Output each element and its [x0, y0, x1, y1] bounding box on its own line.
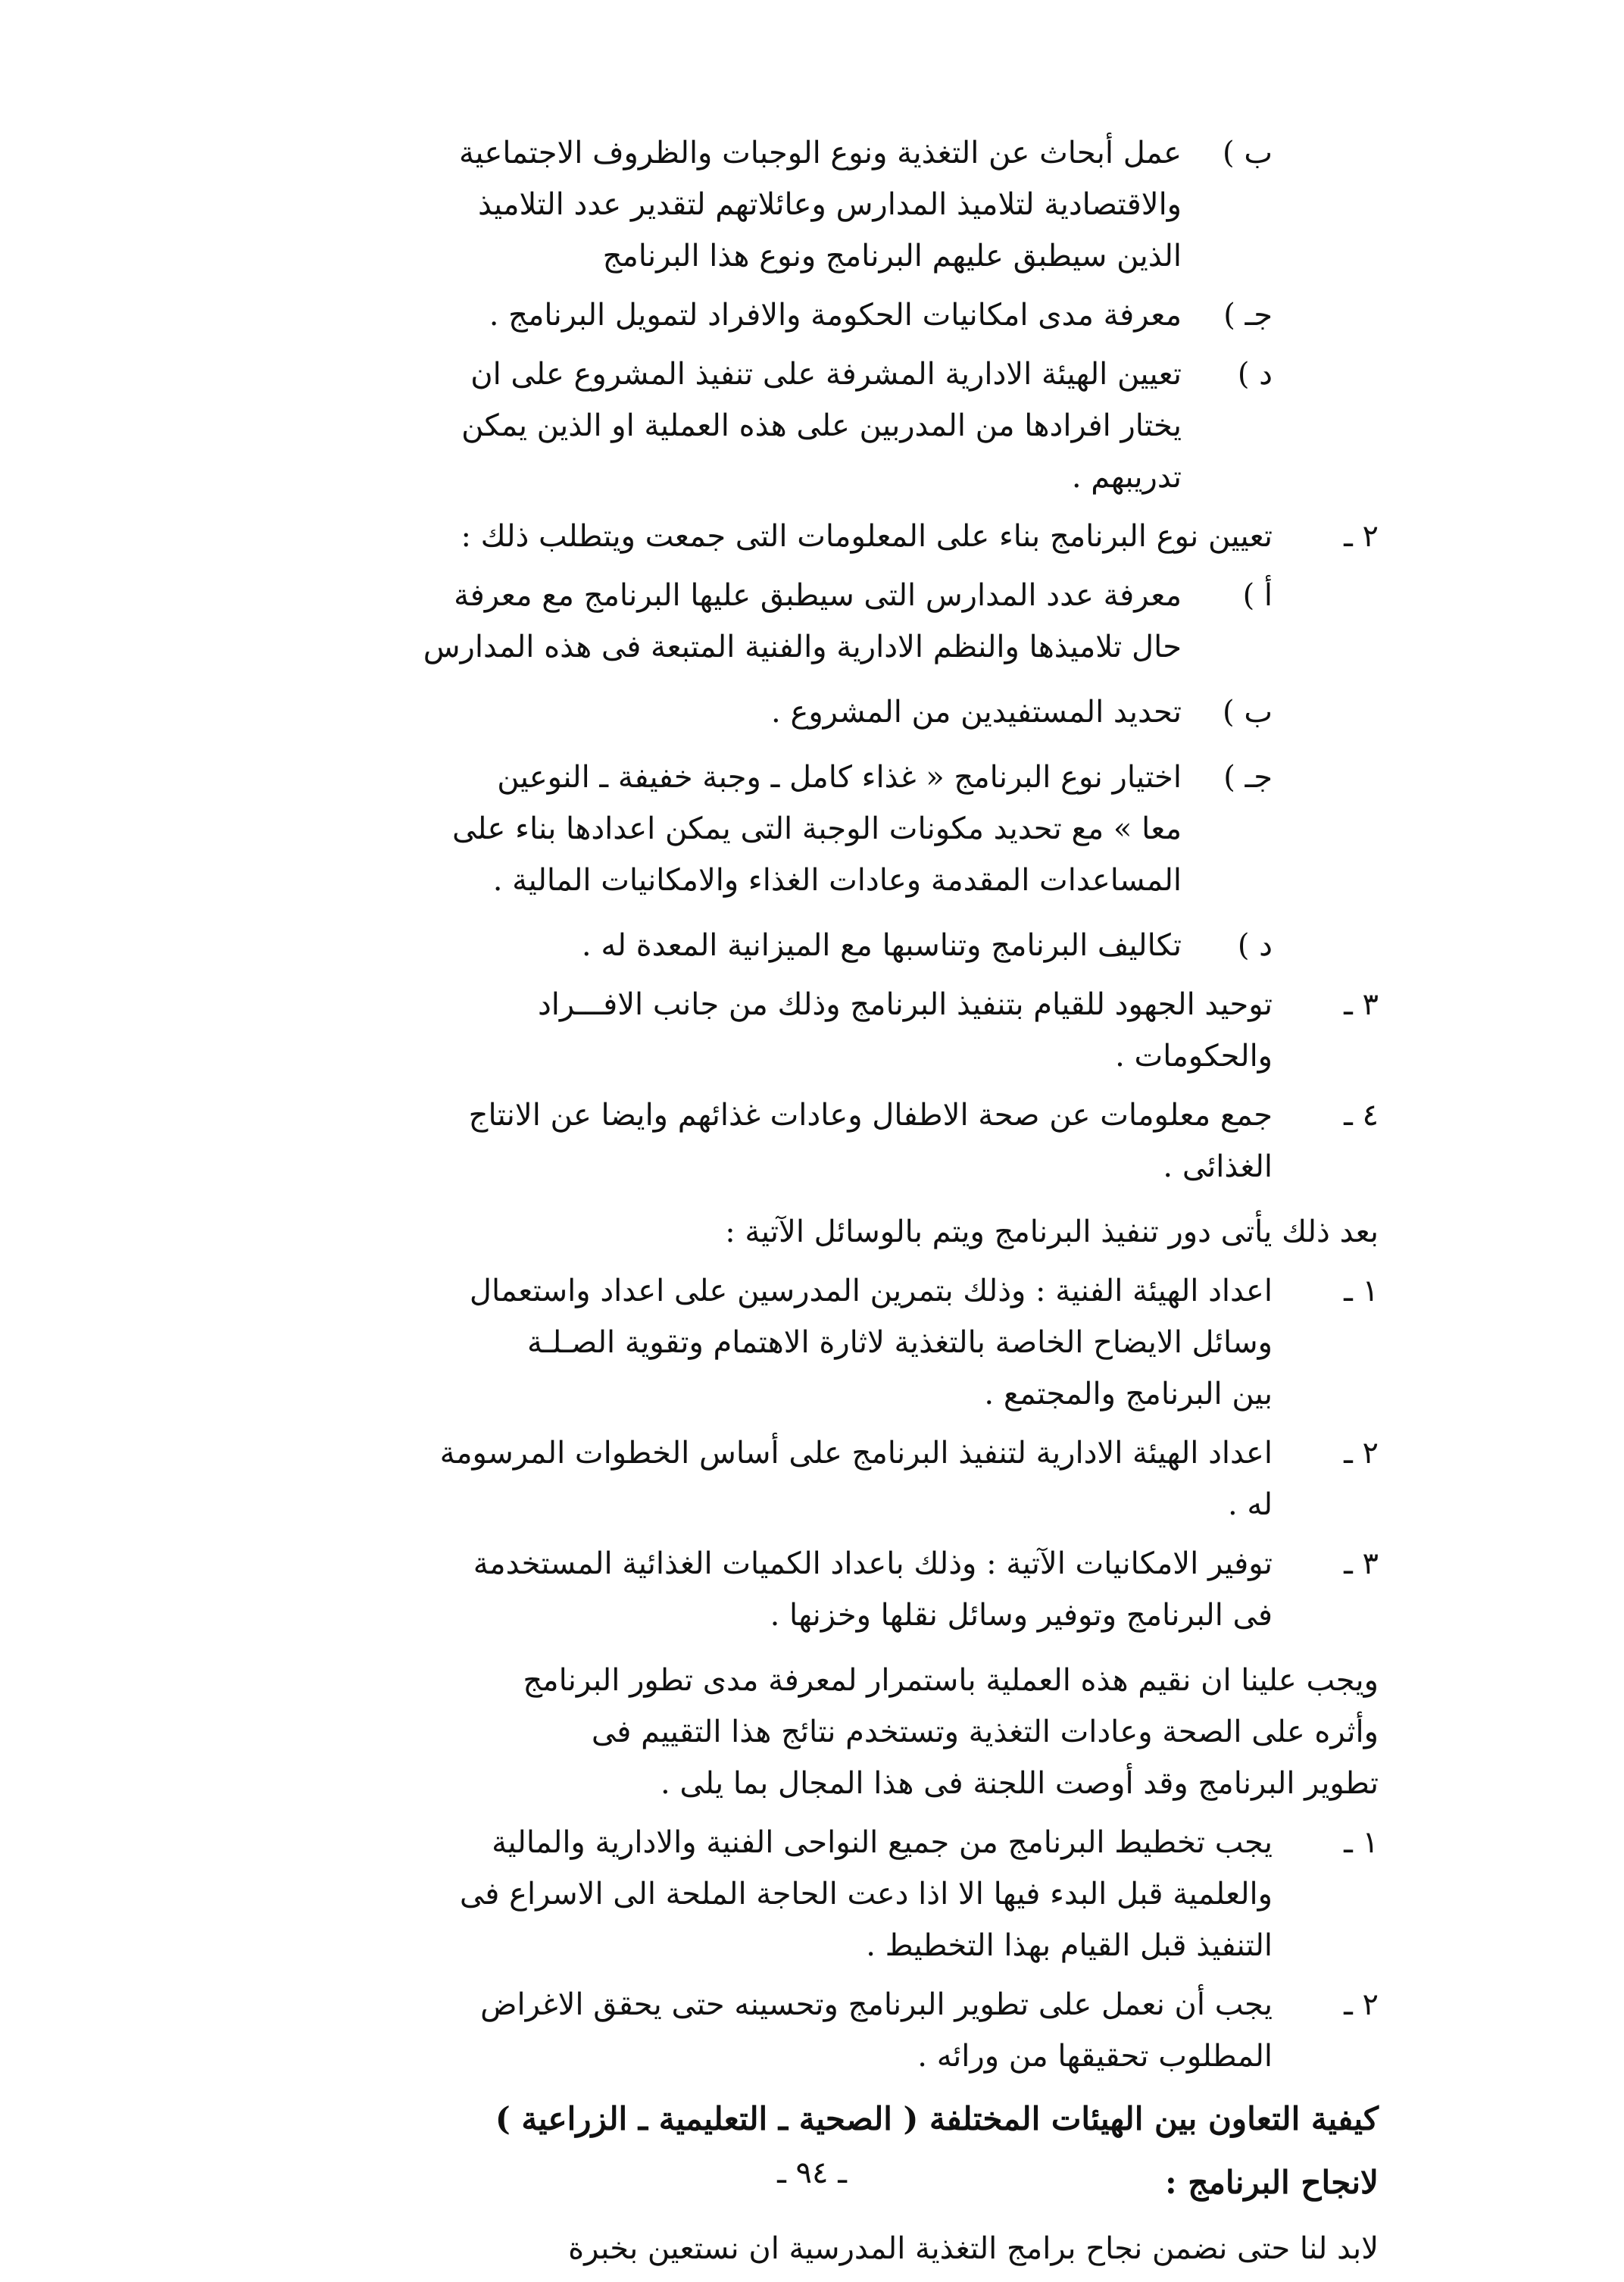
text-line: الغذائى .	[1163, 1149, 1273, 1184]
list-marker: أ )	[1242, 578, 1273, 613]
list-item-b	[273, 127, 1273, 282]
heading-line: كيفية التعاون بين الهيئات المختلفة ( الصحية ـ التعليمية ـ الزراعية )	[495, 2100, 1379, 2137]
text-line: الذين سيطبق عليهم البرنامج ونوع هذا البرنامج	[602, 239, 1182, 274]
list-item-text	[273, 1089, 1273, 1193]
list-item-text	[273, 1427, 1273, 1530]
list-item-text	[273, 979, 1273, 1082]
list-item-4	[273, 1089, 1379, 1193]
list-item-3	[273, 1538, 1379, 1641]
list-item-text	[273, 1979, 1273, 2082]
text-line: حال تلاميذها والنظم الادارية والفنية المتبعة فى هذه المدارس	[423, 630, 1182, 664]
list-item-text	[273, 1538, 1273, 1641]
list-marker: د )	[1237, 928, 1273, 963]
text-line: معا » مع تحديد مكونات الوجبة التى يمكن اعدادها بناء على	[451, 811, 1182, 846]
list-item-3	[273, 979, 1379, 1082]
text-line: يجب أن نعمل على تطوير البرنامج وتحسينه حتى يحقق الاغراض	[480, 1987, 1273, 2022]
list-item-text	[273, 1817, 1273, 1971]
paragraph-evaluation	[273, 1655, 1379, 1809]
text-line: المطلوب تحقيقها من ورائه .	[917, 2039, 1273, 2074]
text-line: توحيد الجهود للقيام بتنفيذ البرنامج وذلك من جانب الافـــراد	[537, 987, 1273, 1022]
text-line: تدريبهم .	[1071, 460, 1182, 495]
text-line: بين البرنامج والمجتمع .	[984, 1377, 1273, 1411]
text-line: معرفة مدى امكانيات الحكومة والافراد لتمويل البرنامج .	[489, 298, 1182, 333]
list-marker: ١ ـ	[1344, 1825, 1379, 1860]
text-line: تعيين نوع البرنامج بناء على المعلومات التى جمعت ويتطلب ذلك :	[461, 519, 1273, 554]
text-line: عمل أبحاث عن التغذية ونوع الوجبات والظروف الاجتماعية	[458, 136, 1182, 170]
list-marker: ١ ـ	[1344, 1274, 1379, 1308]
list-item-text	[273, 127, 1182, 282]
text-line: اعداد الهيئة الفنية : وذلك بتمرين المدرسين على اعداد واستعمال	[469, 1274, 1273, 1308]
text-line: والاقتصادية لتلاميذ المدارس وعائلاتهم لتقدير عدد التلاميذ	[478, 187, 1182, 222]
list-item-text	[273, 686, 1182, 738]
list-item-jeem	[273, 289, 1273, 341]
list-marker: ب )	[1223, 695, 1273, 730]
list-marker: ٣ ـ	[1344, 987, 1379, 1022]
text-line: معرفة عدد المدارس التى سيطبق عليها البرنامج مع معرفة	[454, 578, 1182, 613]
page-content	[273, 127, 1379, 2282]
text-line: توفير الامكانيات الآتية : وذلك باعداد الكميات الغذائية المستخدمة	[473, 1546, 1273, 1581]
text-line: اعداد الهيئة الادارية لتنفيذ البرنامج على أساس الخطوات المرسومة	[439, 1436, 1273, 1471]
list-marker: ب )	[1223, 136, 1273, 170]
list-item-dal	[273, 920, 1273, 971]
list-item-text	[273, 349, 1182, 503]
list-marker: ٢ ـ	[1344, 1987, 1379, 2022]
text-line: والعلمية قبل البدء فيها الا اذا دعت الحاجة الملحة الى الاسراع فى	[459, 1877, 1273, 1912]
list-marker: جـ )	[1223, 298, 1273, 333]
text-line: يختار افرادها من المدربين على هذه العملية او الذين يمكن	[461, 408, 1182, 443]
list-item-text	[273, 1265, 1273, 1420]
text-line: والحكومات .	[1115, 1039, 1273, 1074]
paragraph-implementation-intro	[273, 1206, 1379, 1258]
text-line: المساعدات المقدمة وعادات الغذاء والامكانيات المالية .	[492, 863, 1182, 898]
text-line: تكاليف البرنامج وتناسبها مع الميزانية المعدة له .	[581, 928, 1182, 963]
list-marker: جـ )	[1223, 760, 1273, 795]
list-item-dal	[273, 349, 1273, 503]
text-line: التنفيذ قبل القيام بهذا التخطيط .	[866, 1928, 1273, 1963]
list-marker: د )	[1237, 357, 1273, 392]
text-line: لابد لنا حتى نضمن نجاح برامج التغذية المدرسية ان نستعين بخبرة	[568, 2231, 1379, 2266]
text-line: بعد ذلك يأتى دور تنفيذ البرنامج ويتم بالوسائل الآتية :	[725, 1214, 1379, 1249]
text-line: تعيين الهيئة الادارية المشرفة على تنفيذ المشروع على ان	[470, 357, 1182, 392]
text-line: يجب تخطيط البرنامج من جميع النواحى الفنية والادارية والمالية	[492, 1825, 1273, 1860]
list-item-alef	[273, 570, 1273, 673]
page-number: ـ ٩٤ ـ	[777, 2155, 847, 2190]
text-line: جمع معلومات عن صحة الاطفال وعادات غذائهم وايضا عن الانتاج	[468, 1098, 1273, 1133]
list-item-text	[273, 752, 1182, 906]
list-item-text	[273, 920, 1182, 971]
list-item-text	[273, 511, 1273, 562]
text-line: له .	[1227, 1487, 1273, 1522]
heading-line: لانجاح البرنامج :	[1165, 2164, 1379, 2201]
text-line: فى البرنامج وتوفير وسائل نقلها وخزنها .	[770, 1598, 1273, 1633]
list-item-jeem	[273, 752, 1273, 906]
list-item-2	[273, 1427, 1379, 1530]
list-item-2	[273, 1979, 1379, 2082]
text-line: تحديد المستفيدين من المشروع .	[771, 695, 1182, 730]
text-line: تطوير البرنامج وقد أوصت اللجنة فى هذا المجال بما يلى .	[661, 1766, 1379, 1801]
list-item-2	[273, 511, 1379, 562]
list-item-1	[273, 1817, 1379, 1971]
text-line: اختيار نوع البرنامج « غذاء كامل ـ وجبة خفيفة ـ النوعين	[497, 760, 1182, 795]
list-marker: ٢ ـ	[1344, 519, 1379, 554]
list-marker: ٣ ـ	[1344, 1546, 1379, 1581]
list-item-text	[273, 570, 1182, 673]
text-line: ويجب علينا ان نقيم هذه العملية باستمرار لمعرفة مدى تطور البرنامج	[523, 1663, 1379, 1698]
list-item-b	[273, 686, 1273, 738]
text-line: وأثره على الصحة وعادات التغذية وتستخدم نتائج هذا التقييم فى	[591, 1715, 1379, 1749]
paragraph-cooperation	[273, 2223, 1379, 2274]
text-line: وسائل الايضاح الخاصة بالتغذية لاثارة الاهتمام وتقوية الصـلـة	[527, 1325, 1273, 1360]
list-marker: ٢ ـ	[1344, 1436, 1379, 1471]
list-item-text	[273, 289, 1182, 341]
list-marker: ٤ ـ	[1344, 1098, 1379, 1133]
list-item-1	[273, 1265, 1379, 1420]
